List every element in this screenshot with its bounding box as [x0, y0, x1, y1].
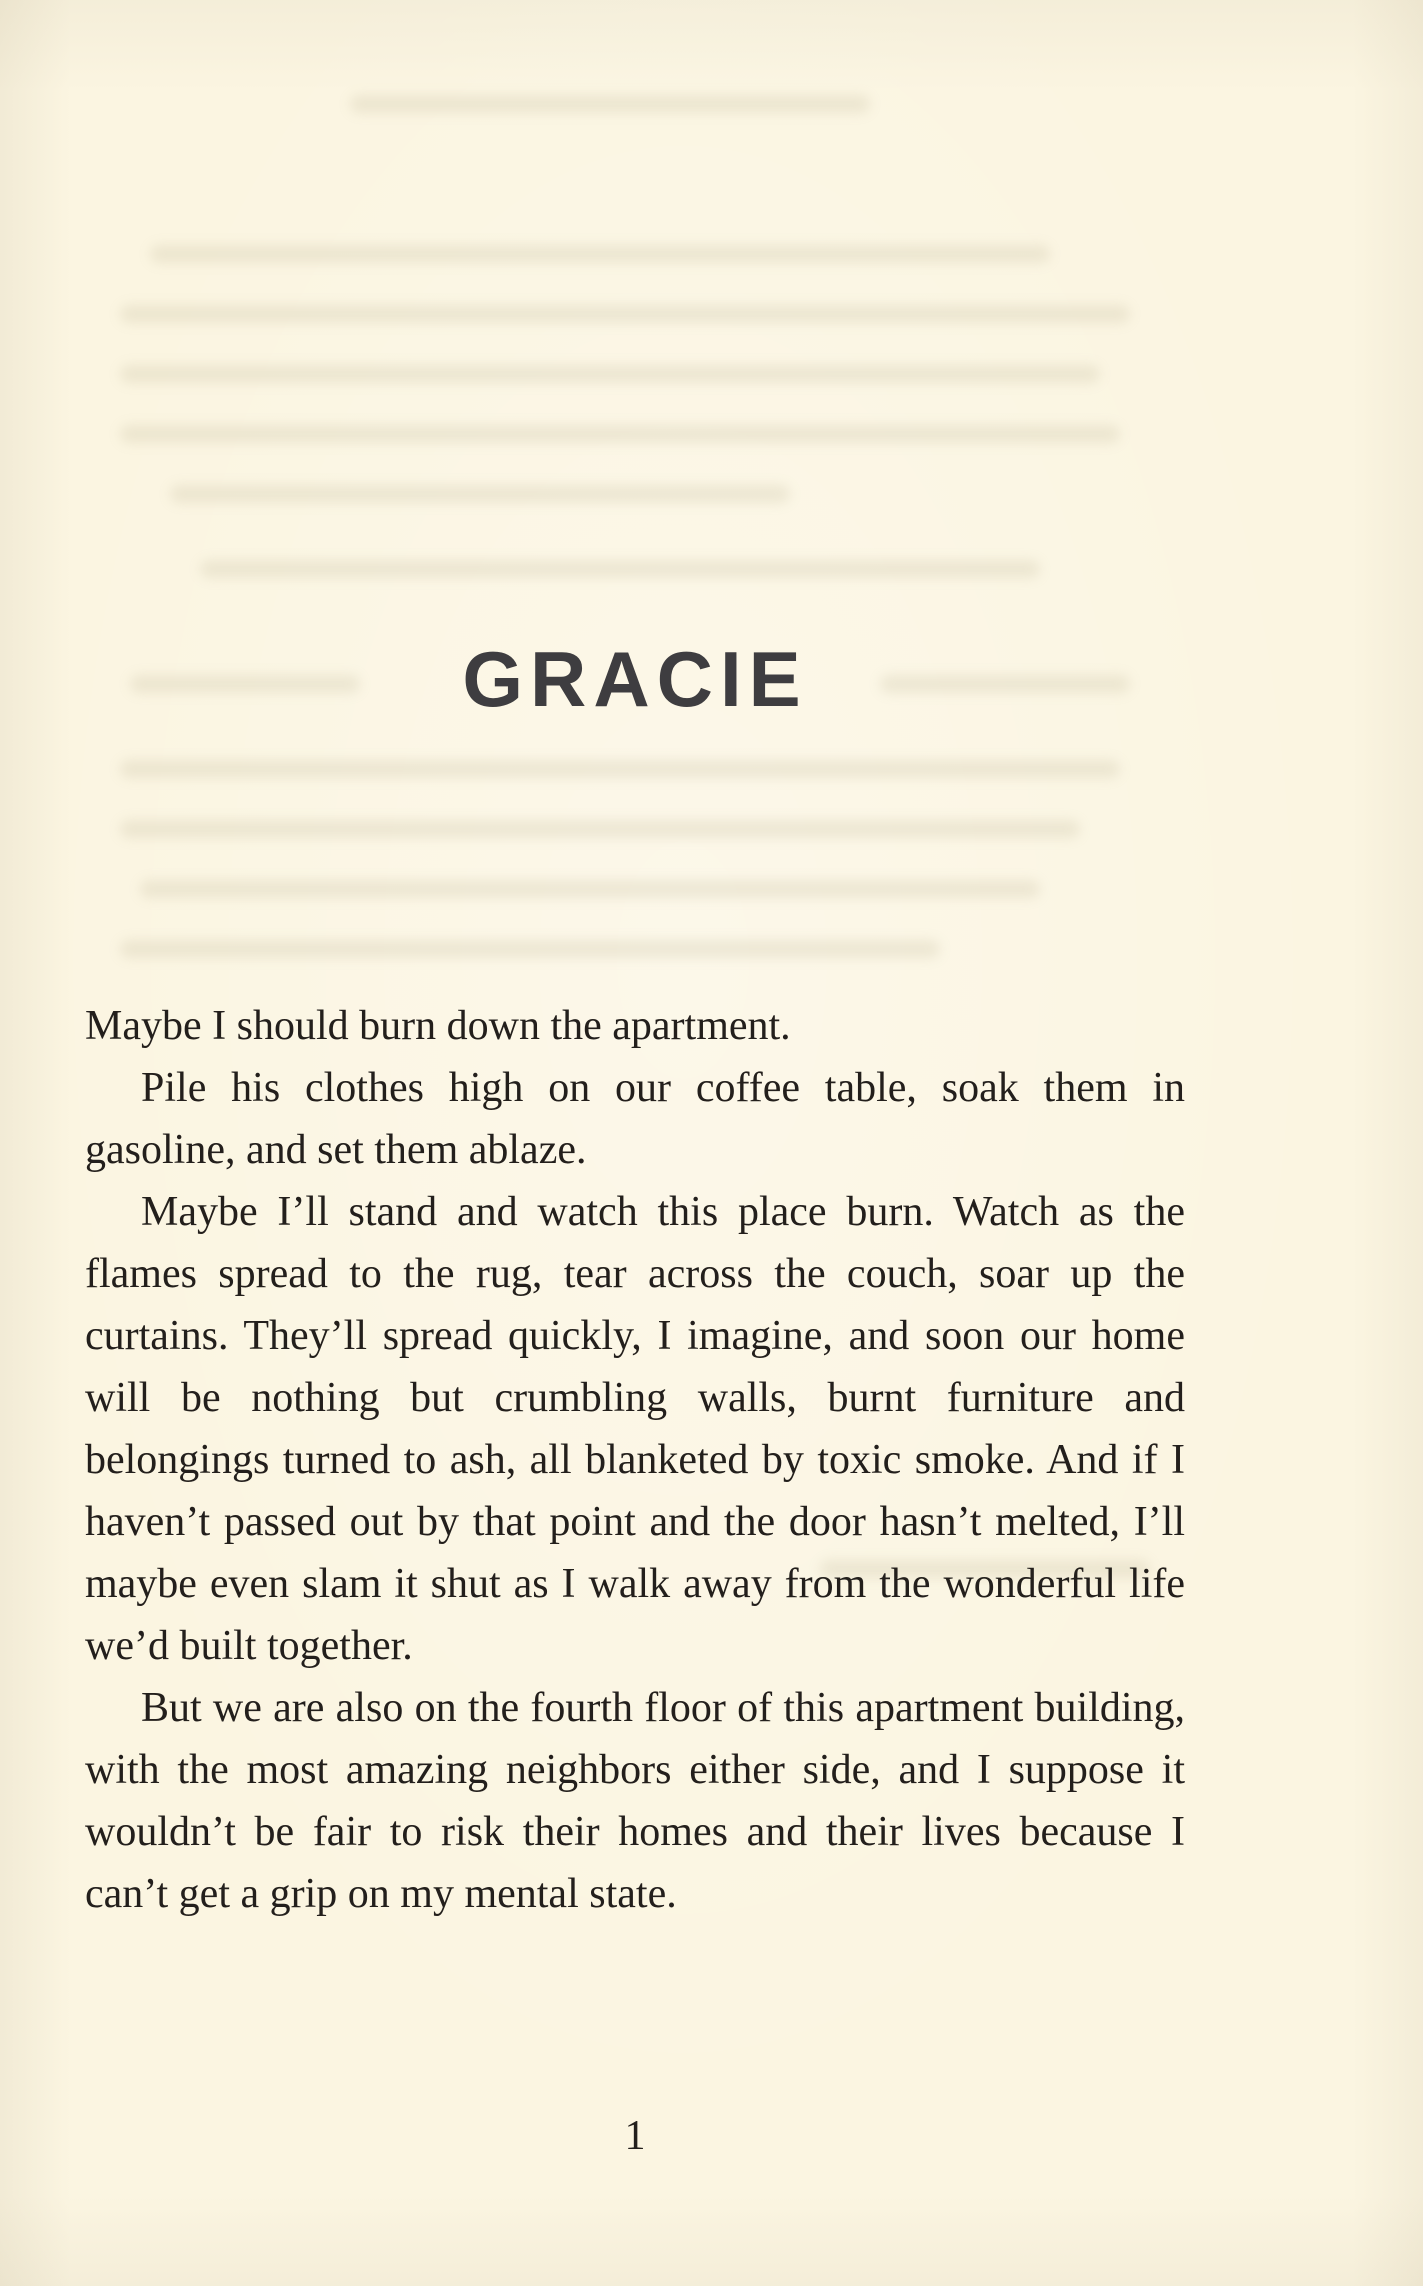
paragraph: Pile his clothes high on our coffee table, soak them in gasoline, and set them ablaze. [85, 1065, 1185, 1173]
showthrough-line [120, 305, 1130, 323]
showthrough-line [120, 425, 1120, 443]
body-text [85, 995, 1185, 1925]
showthrough-line [120, 760, 1120, 778]
showthrough-line [350, 95, 870, 113]
paragraph: But we are also on the fourth floor of this apartment building, with the most amazing neighbors either side, and I suppose it wouldn’t be fair to risk their homes and their lives because I can’t get a grip on my mental state. [85, 1685, 1185, 1917]
showthrough-line [200, 560, 1040, 578]
chapter-title: GRACIE [462, 635, 808, 723]
showthrough-line [120, 940, 940, 958]
showthrough-line [120, 820, 1080, 838]
paragraph: Maybe I’ll stand and watch this place burn. Watch as the flames spread to the rug, tear across the couch, soar up the curtains. They’ll spread quickly, I imagine, and soon our home will be nothing but crumbling walls, burnt furniture and belongings turned to ash, all blanketed by toxic smoke. And if I haven’t passed out by that point and the door hasn’t melted, I’ll maybe even slam it shut as I walk away from the wonderful life we’d built together. [85, 1189, 1185, 1669]
page-number: 1 [624, 2113, 646, 2159]
paragraph: Maybe I should burn down the apartment. [85, 1003, 791, 1049]
showthrough-line [140, 880, 1040, 898]
showthrough-line [170, 485, 790, 503]
showthrough-line [150, 245, 1050, 263]
showthrough-line [120, 365, 1100, 383]
